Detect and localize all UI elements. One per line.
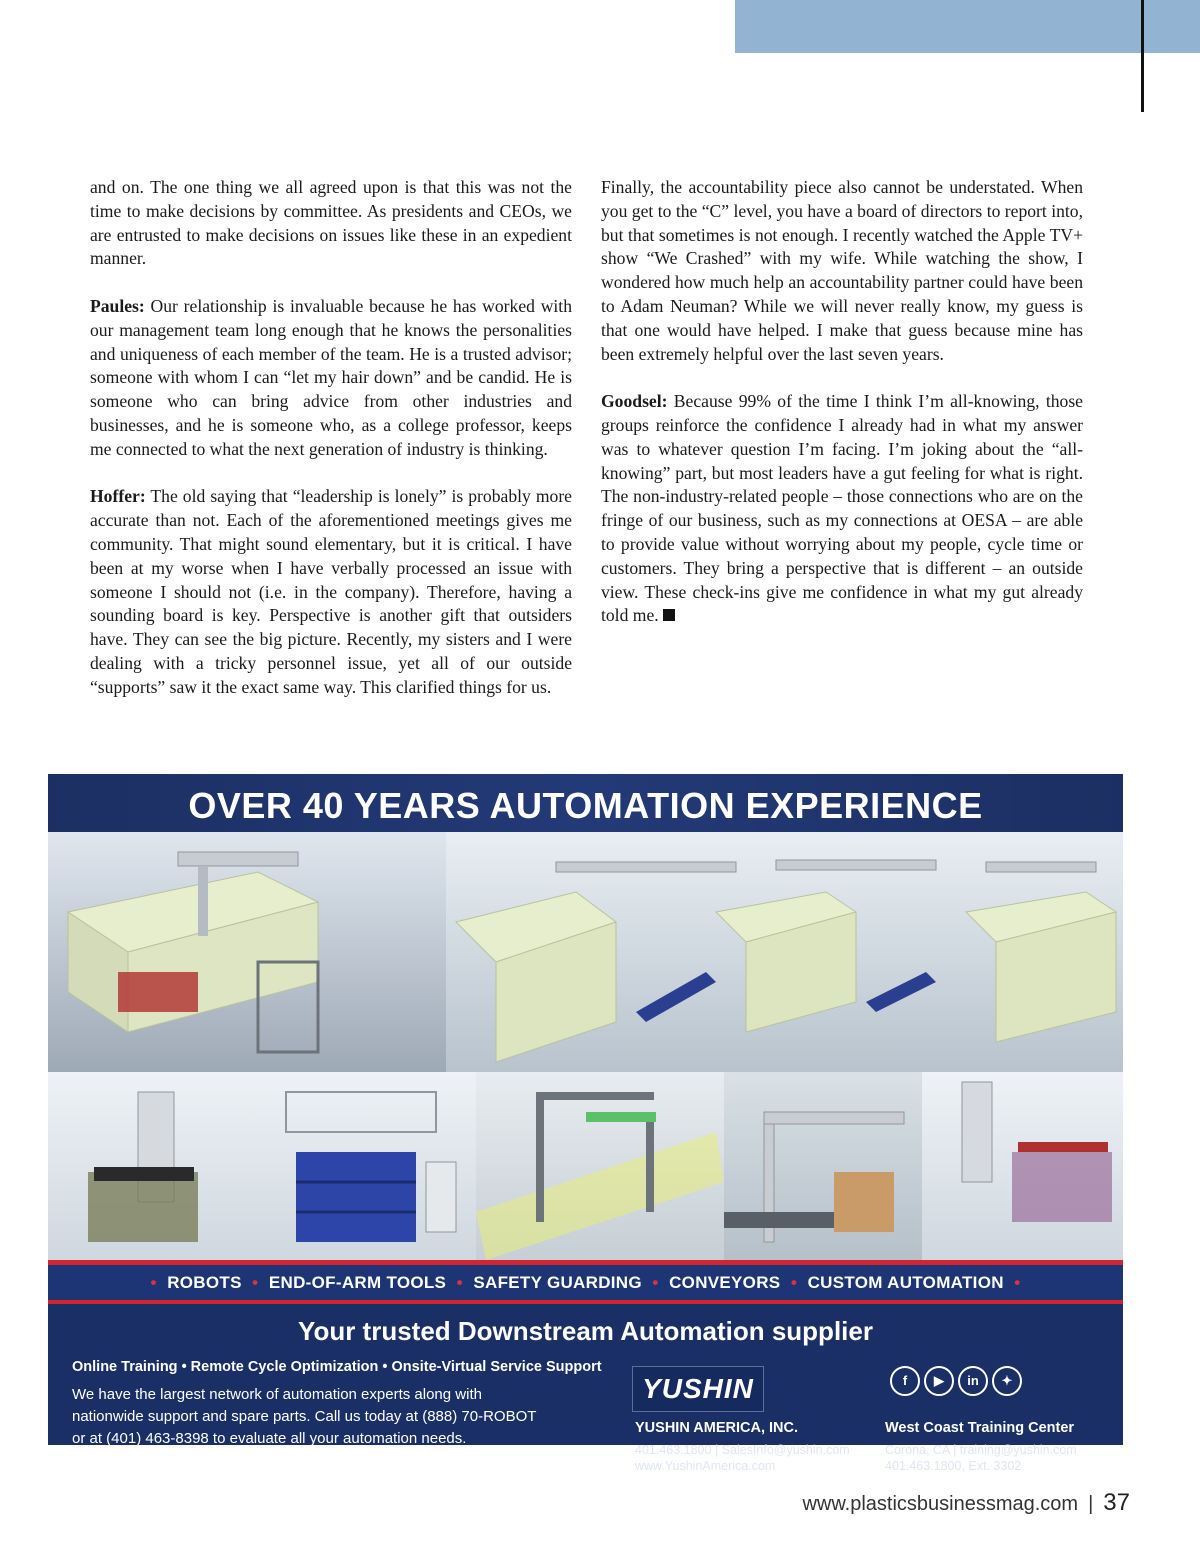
service-safety-guarding: SAFETY GUARDING [473,1273,642,1292]
machine-photo-palletizer [724,1072,922,1260]
ad-services-bar [48,1260,1123,1304]
header-color-bar [735,0,1200,53]
linkedin-icon[interactable]: in [958,1366,988,1396]
paragraph: Goodsel: Because 99% of the time I think I’m all-knowing, those groups reinforce the confidence I already had in what my answer was to whatever question I’m facing. I’m joking about the “all-knowing” part, but most leaders have a gut feeling for what is right. The non-industry-related people – those connections who are on the fringe of our business, such as my connections at OESA – are able to provide value without worrying about my people, cycle time or customers. They bring a perspective that is different – an outside view. These check-ins give me confidence in what my gut already told me. [601,391,1083,626]
article-column-right [601,176,1083,652]
machine-photo-eoat [922,1072,1123,1260]
ad-service-support: Online Training • Remote Cycle Optimization • Onsite-Virtual Service Support [72,1359,602,1375]
facebook-icon[interactable]: f [890,1366,920,1396]
youtube-icon[interactable]: ▶ [924,1366,954,1396]
bullet-icon: • [456,1273,463,1292]
paragraph: Finally, the accountability piece also cannot be understated. When you get to the “C” level, you have a board of directors to report into, but that sometimes is not enough. I recently watched the Apple TV+ show “We Crashed” with my wife. While watching the show, I wondered how much help an accountability partner could have been to Adam Neuman? While we will never really know, my guess is that one would have helped. I make that guess because mine has been extremely helpful over the last seven years. [601,177,1083,364]
training-center-title: West Coast Training Center [885,1420,1075,1436]
yushin-advertisement[interactable] [48,774,1123,1473]
ad-headline: OVER 40 YEARS AUTOMATION EXPERIENCE [48,774,1123,832]
speaker-name: Hoffer: [90,486,146,507]
paragraph: and on. The one thing we all agreed upon is that this was not the time to make decisions by committee. As presidents and CEOs, we are entrusted to make decisions on issues like these in an expedient manner. [90,177,572,269]
speaker-name: Goodsel: [601,391,668,412]
bullet-icon: • [1014,1273,1021,1292]
ad-photo-grid [48,832,1123,1260]
machine-photo-yushin-robot [48,1072,246,1260]
speaker-name: Paules: [90,295,145,316]
service-conveyors: CONVEYORS [669,1273,781,1292]
yushin-logo[interactable]: YUSHIN [632,1366,764,1412]
paragraph: Paules: Our relationship is invaluable because he has worked with our management team long enough that he knows the personalities and uniqueness of each member of the team. He is a trusted advisor; someone with whom I can “let my hair down” and be candid. He is someone who can bring advice from other industries and businesses, and he is someone who, as a college professor, keeps me connected to what the next generation of industry is thinking. [90,295,572,459]
twitter-icon[interactable]: ✦ [992,1366,1022,1396]
machine-photo-production-line [446,832,1123,1072]
page-number: 37 [1103,1489,1130,1516]
machine-photo-robot-cell [48,832,446,1072]
bullet-icon: • [790,1273,798,1292]
social-icons [890,1366,1026,1396]
article-column-left [90,176,572,723]
service-custom-automation: CUSTOM AUTOMATION [807,1273,1004,1292]
training-center-contact [885,1442,1077,1474]
company-contact [635,1442,850,1474]
magazine-url[interactable]: www.plasticsbusinessmag.com [802,1493,1079,1515]
bullet-icon: • [652,1273,659,1292]
service-eoat: END-OF-ARM TOOLS [268,1273,447,1292]
company-name: YUSHIN AMERICA, INC. [635,1420,798,1436]
ad-body-text: We have the largest network of automation experts along with nationwide support and spare parts. Call us today at (888) 70-ROBOT or at (401) 463-8398 to evaluate all your automation needs. [72,1386,537,1447]
machine-photo-guarded-conveyor [476,1072,724,1260]
page-footer [802,1489,1130,1517]
machine-photo-bin-rack [246,1072,476,1260]
website-link[interactable]: www.YushinAmerica.com [635,1459,776,1473]
service-robots: ROBOTS [167,1273,242,1292]
bullet-icon: • [150,1273,157,1292]
training-phone: 401.463.1800, Ext. 3302 [885,1459,1022,1473]
paragraph: Hoffer: The old saying that “leadership is lonely” is probably more accurate than not. Each of the aforementioned meetings gives me community. That might sound elementary, but it is critical. I have been at my worse when I have verbally processed an issue with someone I should not (i.e. in the company). Therefore, having a sounding board is key. Perspective is another gift that outsiders have. They can see the big picture. Recently, my sisters and I were dealing with a tricky personnel issue, yet all of our outside “supports” saw it the exact same way. This clarified things for us. [90,486,572,697]
ad-tagline: Your trusted Downstream Automation supplier [298,1316,873,1346]
footer-divider: | [1088,1493,1094,1515]
training-location[interactable]: Corona, CA | training@yushin.com [885,1443,1077,1457]
bullet-icon: • [252,1273,259,1292]
sales-contact[interactable]: 401.463.1800 | SalesInfo@yushin.com [635,1443,850,1457]
end-mark-icon [663,609,675,621]
header-rule [1141,0,1144,112]
